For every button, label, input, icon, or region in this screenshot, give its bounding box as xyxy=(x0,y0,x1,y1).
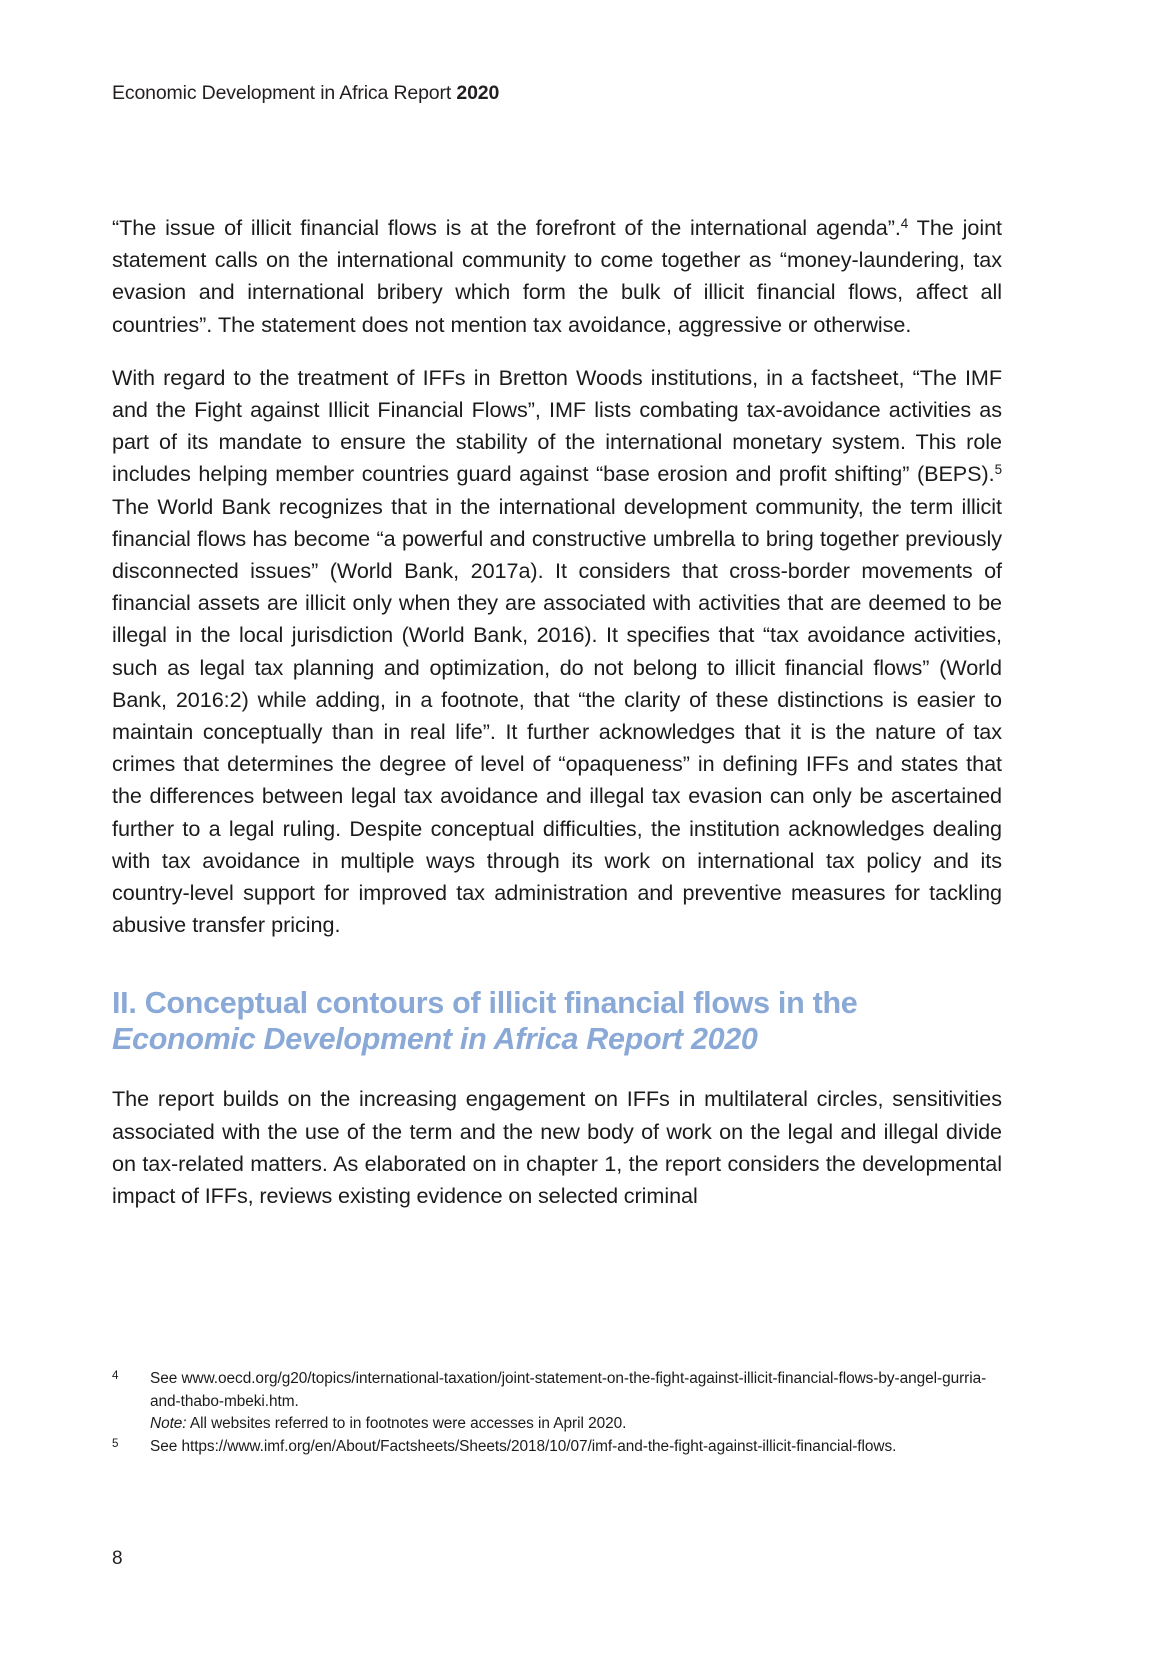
section-heading xyxy=(112,985,1002,1057)
footnote-ref-5[interactable]: 5 xyxy=(994,462,1002,478)
paragraph-1-part-a: “The issue of illicit financial flows is at the forefront of the international agenda”. xyxy=(112,215,901,240)
paragraph-1-part-b: The joint statement calls on the international community to come together as “money-laundering, tax evasion and international bribery which form the bulk of illicit financial flows, affect all countries”. The statement does not mention tax avoidance, aggressive or otherwise. xyxy=(112,215,1002,337)
paragraph-2 xyxy=(112,362,1002,942)
footnote-note-label: Note: xyxy=(150,1415,187,1433)
section-heading-line-2: Economic Development in Africa Report 2020 xyxy=(112,1022,758,1057)
running-header-year: 2020 xyxy=(456,82,500,104)
running-header-title: Economic Development in Africa Report xyxy=(112,82,457,104)
section-heading-line-1: II. Conceptual contours of illicit financial flows in the xyxy=(112,986,858,1021)
paragraph-2-part-b: The World Bank recognizes that in the international development community, the term illicit financial flows has become “a powerful and constructive umbrella to bring together previously disconnected issues” (World Bank, 2017a). It considers that cross-border movements of financial assets are illicit only when they are associated with activities that are deemed to be illegal in the local jurisdiction (World Bank, 2016). It specifies that “tax avoidance activities, such as legal tax planning and optimization, do not belong to illicit financial flows” (World Bank, 2016:2) while adding, in a footnote, that “the clarity of these distinctions is easier to maintain conceptually than in real life”. It further acknowledges that it is the nature of tax crimes that determines the degree of level of “opaqueness” in defining IFFs and states that the differences between legal tax avoidance and illegal tax evasion can only be ascertained further to a legal ruling. Despite conceptual difficulties, the institution acknowledges dealing with tax avoidance in multiple ways through its work on international tax policy and its country-level support for improved tax administration and preventive measures for tackling abusive transfer pricing. xyxy=(112,493,1002,938)
paragraph-2-part-a: With regard to the treatment of IFFs in Bretton Woods institutions, in a factsheet, “The IMF and the Fight against Illicit Financial Flows”, IMF lists combating tax-avoidance activities as part of its mandate to ensure the stability of the international monetary system. This role includes helping member countries guard against “base erosion and profit shifting” (BEPS). xyxy=(112,364,1002,487)
footnote-text-4: See www.oecd.org/g20/topics/international-taxation/joint-statement-on-the-fight-against-illicit-financial-flows-by-angel-gurria-and-thabo-mbeki.htm. xyxy=(150,1370,987,1410)
paragraph-1 xyxy=(112,212,1002,341)
footnotes-section xyxy=(112,1368,1002,1458)
footnote-marker-4: 4 xyxy=(112,1369,119,1382)
page-number: 8 xyxy=(112,1548,123,1569)
text-column xyxy=(112,212,1002,1212)
footnote-note-line xyxy=(150,1413,1002,1436)
footnote-note-text: All websites referred to in footnotes were accesses in April 2020. xyxy=(186,1415,627,1433)
footnote-item-4 xyxy=(112,1368,1002,1436)
footnote-ref-4[interactable]: 4 xyxy=(900,216,909,232)
footnote-marker-5: 5 xyxy=(112,1436,119,1450)
footnote-text-5: See https://www.imf.org/en/About/Factsheets/Sheets/2018/10/07/imf-and-the-fight-against-illicit-financial-flows. xyxy=(150,1437,897,1455)
paragraph-3: The report builds on the increasing engagement on IFFs in multilateral circles, sensitivities associated with the use of the term and the new body of work on the legal and illegal divide on tax-related matters. As elaborated on in chapter 1, the report considers the developmental impact of IFFs, reviews existing evidence on selected criminal xyxy=(112,1086,1002,1209)
running-header xyxy=(112,80,499,106)
footnote-item-5 xyxy=(112,1436,1002,1459)
